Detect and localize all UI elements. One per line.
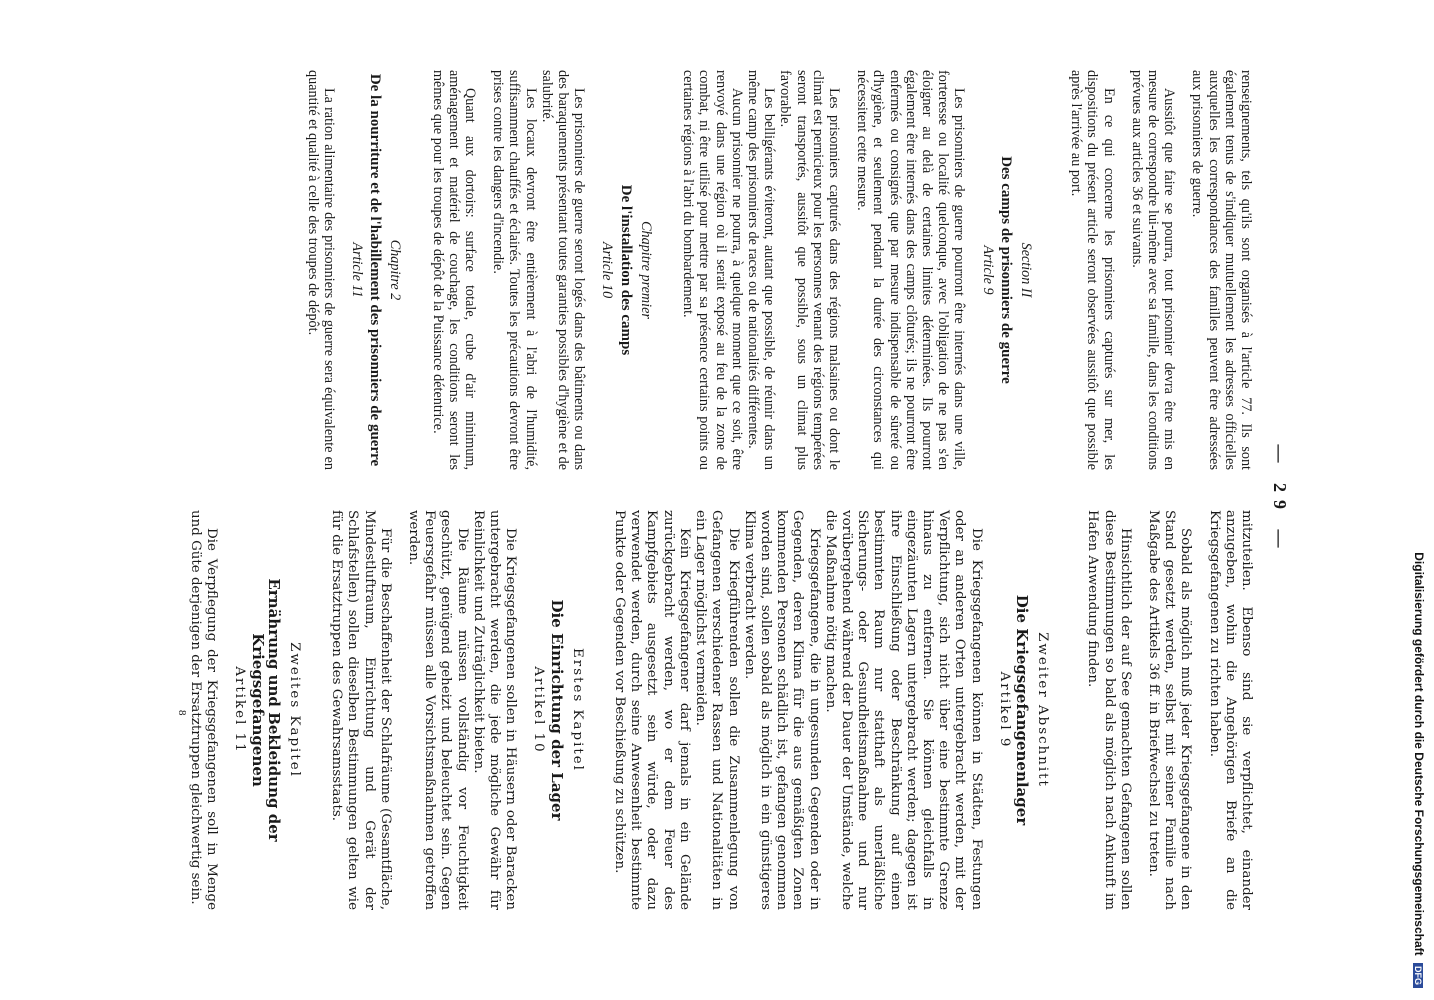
paragraph: Les prisonniers de guerre pourront être internés dans une ville, forteresse ou localité quelconque, avec l'obligation de ne pas s'en éloigner au delà de certaines limites déterminées. Ils pourront également être internés dans des camps clôturés; ils ne pourront être enfermés ou consignés que par mesure indispensable de sûreté ou d'hygiène, et seulement pendant la durée des circonstances qui nécessitent cette mesure. xyxy=(854,70,968,470)
paragraph: Die Kriegsgefangenen sollen in Häusern oder Baracken untergebracht werden, die jede mögliche Gewähr für Reinlichkeit und Zuträglichkeit bieten. xyxy=(470,510,519,910)
paragraph: En ce qui concerne les prisonniers capturés sur mer, les dispositions du présent article seront observées aussitôt que possible après l'arrivée au port. xyxy=(1068,70,1117,470)
chapter-heading: Zweites Kapitel xyxy=(287,642,303,778)
paragraph: Aussitôt que faire se pourra, tout prisonnier devra être mis en mesure de correspondre lui-même avec sa famille, dans les conditions prévues aux articles 36 et suivants. xyxy=(1128,70,1178,470)
chapter-title: Die Einrichtung der Lager xyxy=(547,599,566,821)
section-title: Die Kriegsgefangenenlager xyxy=(1012,594,1031,826)
chapter-title: De la nourriture et de l'habillement des prisonniers de guerre xyxy=(367,73,384,467)
paragraph: renseignements, tels qu'ils sont organisés à l'article 77. Ils sont également tenus de s'indiquer mutuellement les adresses officielles auxquelles les correspondances des familles peuvent être adressées aux prisonniers de guerre. xyxy=(1189,70,1254,470)
dfg-logo: DFG xyxy=(1413,963,1423,988)
paragraph: Hinsichtlich der auf See gemachten Gefangenen sollen diese Bestimmungen so bald als möglich nach Ankunft im Hafen Anwendung finden. xyxy=(1085,510,1133,910)
paragraph: Aucun prisonnier ne pourra, à quelque moment que ce soit, être renvoyé dans une région où il serait exposé au feu de la zone de combat, ni être utilisé pour mettre par sa présence certains points ou certaines régions à l'abri du bombardement. xyxy=(680,70,745,470)
footer-folio: 8 xyxy=(176,710,188,716)
section-title: Des camps de prisonniers de guerre xyxy=(997,156,1014,384)
paragraph: Les locaux devront être entièrement à l'abri de l'humidité, suffisamment chauffés et éclairés. Toutes les précautions devront être prises contre les dangers d'incendie. xyxy=(490,70,539,470)
article-heading: Article 9 xyxy=(979,245,996,295)
paragraph: Für die Beschaffenheit der Schlafräume (Gesamtfläche, Mindestluftraum, Einrichtung und Gerät der Schlafstellen) sollen dieselben Bestimmungen gelten wie für die Ersatztruppen des Gewahrsamsstaats. xyxy=(329,510,393,910)
digitization-credit xyxy=(1406,8,1434,998)
article-heading: Article 11 xyxy=(349,242,366,298)
article-heading: Artikel 11 xyxy=(232,666,248,754)
chapter-heading: Chapitre 2 xyxy=(387,239,404,301)
chapter-heading: Erstes Kapitel xyxy=(569,648,585,772)
paragraph: Kein Kriegsgefangener darf jemals in ein Gelände zurückgebracht werden, wo er dem Feuer des Kampfgebiets ausgesetzt sein würde, oder dazu verwendet werden, durch seine Anwesenheit bestimmte Punkte oder Gegenden vor Beschießung zu schützen. xyxy=(612,510,692,910)
paragraph: Kriegsgefangene, die in ungesunden Gegenden oder in Gegenden, deren Klima für die aus gemäßigten Zonen kommenden Personen schädlich ist, gefangen genommen worden sind, sollen sobald als möglich in ein günstigeres Klima verbracht werden. xyxy=(741,510,822,910)
french-column xyxy=(304,70,1254,470)
page-number: — 29 — xyxy=(1270,444,1290,556)
rotated-book-page xyxy=(80,70,1300,930)
paragraph: Die Verpflegung der Kriegsgefangenen soll in Menge und Güte derjenigen der Ersatztruppen gleichwertig sein. xyxy=(188,510,220,910)
paragraph: Sobald als möglich muß jeder Kriegsgefangene in den Stand gesetzt werden, selbst mit seiner Familie nach Maßgabe des Artikels 36 ff. in Briefwechsel zu treten. xyxy=(1145,510,1194,910)
article-heading: Artikel 10 xyxy=(531,666,547,754)
section-heading: Zweiter Abschnitt xyxy=(1035,632,1051,788)
section-heading: Section II xyxy=(1017,242,1034,298)
paragraph: Die Kriegführenden sollen die Zusammenlegung von Gefangenen verschiedener Rassen und Nationalitäten in ein Lager möglichst vermeiden. xyxy=(693,510,741,910)
paragraph: Quant aux dortoirs: surface totale, cube d'air minimum, aménagement et matériel de couchage, les conditions seront les mêmes que pour les troupes de dépôt de la Puissance détentrice. xyxy=(429,70,479,470)
paragraph: Les prisonniers de guerre seront logés dans des bâtiments ou dans des baraquements présentant toutes garanties possibles d'hygiène et de salubrité. xyxy=(538,70,588,470)
credit-text: Digitalisierung gefördert durch die Deutsche Forschungsgemeinschaft xyxy=(1412,552,1426,956)
article-heading: Artikel 9 xyxy=(996,671,1012,749)
german-column xyxy=(187,510,1254,910)
chapter-title: Ernährung und Bekleidung der Kriegsgefangenen xyxy=(248,578,283,842)
paragraph: mitzuteilen. Ebenso sind sie verpflichtet, einander anzugeben, wohin die Angehörigen Briefe an die Kriegsgefangenen zu richten haben. xyxy=(1206,510,1254,910)
article-heading: Article 10 xyxy=(599,241,616,299)
paragraph: Les belligérants éviteront, autant que possible, de réunir dans un même camp des prisonniers de races ou de nationalités différentes. xyxy=(744,70,778,470)
chapter-title: De l'installation des camps xyxy=(617,184,634,356)
paragraph: Die Kriegsgefangenen können in Städten, Festungen oder an anderen Orten untergebracht werden, mit der Verpflichtung, sich nicht über eine bestimmte Grenze hinaus zu entfernen. Sie können gleichfalls in eingezäunten Lagern untergebracht werden; dagegen ist ihre Einschließung oder Beschränkung auf einen bestimmten Raum nur statthaft als unerläßliche Sicherungs- oder Gesundheitsmaßnahme und nur vorübergehend während der Dauer der Umstände, welche die Maßnahme nötig machen. xyxy=(822,510,984,910)
paragraph: Les prisonniers capturés dans des régions malsaines ou dont le climat est pernicieux pour les personnes venant des régions tempérées seront transportés, aussitôt que possible, sous un climat plus favorable. xyxy=(777,70,842,470)
paragraph: La ration alimentaire des prisonniers de guerre sera équivalente en quantité et qualité à celle des troupes de dépôt. xyxy=(304,70,337,470)
chapter-heading: Chapitre premier xyxy=(637,221,654,319)
paragraph: Die Räume müssen vollständig vor Feuchtigkeit geschützt, genügend geheizt und beleuchtet sein. Gegen Feuersgefahr müssen alle Vorsichtsmaßnahmen getroffen werden. xyxy=(406,510,470,910)
